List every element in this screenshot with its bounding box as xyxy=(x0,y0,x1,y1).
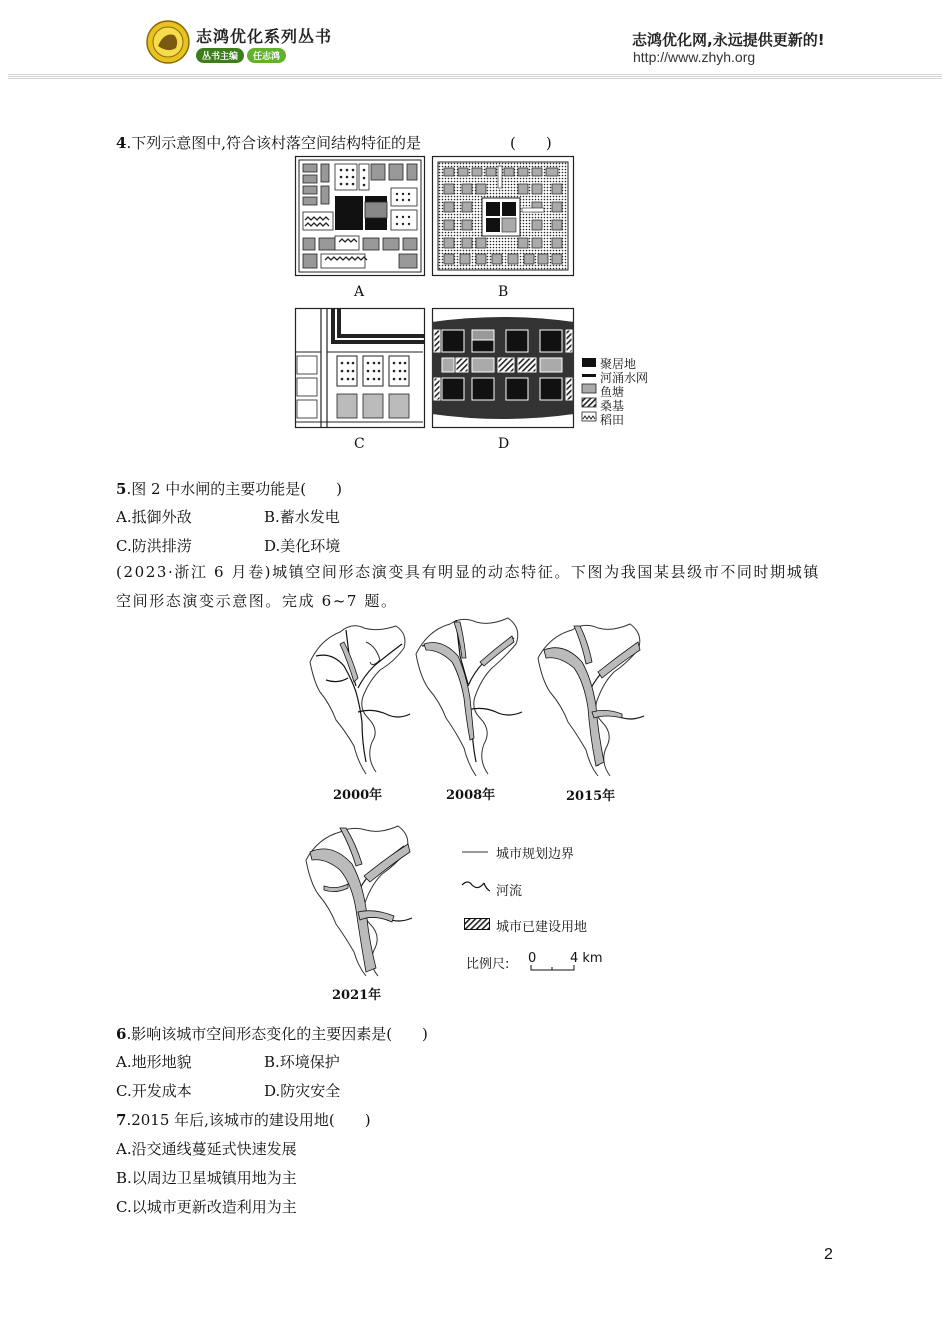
swatch-settlement xyxy=(582,358,596,367)
legend-builtup-icon xyxy=(464,918,490,930)
label-a: A xyxy=(354,284,365,300)
diagram-c xyxy=(295,308,425,428)
swatch-river-network xyxy=(582,374,596,377)
map-2000 xyxy=(306,622,410,778)
diagram-a xyxy=(295,156,425,276)
option-c: C.开发成本 xyxy=(116,1082,192,1100)
swatch-fishpond xyxy=(582,384,596,393)
scale-end: 4 km xyxy=(570,951,603,966)
option-c: C.防洪排涝 xyxy=(116,537,192,555)
option-a: A.沿交通线蔓延式快速发展 xyxy=(116,1140,297,1158)
scale-bar-icon xyxy=(530,964,576,972)
scale-start: 0 xyxy=(528,951,537,966)
year-2008: 2008年 xyxy=(446,788,496,803)
question-number: 7 xyxy=(116,1111,127,1129)
option-c: C.以城市更新改造利用为主 xyxy=(116,1198,297,1216)
legend-paddy: 稻田 xyxy=(600,413,625,427)
editor-label: 丛书主编 xyxy=(196,48,244,63)
legend-river: 河流 xyxy=(496,884,523,899)
label-d: D xyxy=(498,436,510,452)
year-2000: 2000年 xyxy=(333,788,383,803)
question-text: .影响该城市空间形态变化的主要因素是( ) xyxy=(126,1025,428,1043)
page-number: 2 xyxy=(824,1246,833,1263)
legend-river-icon xyxy=(462,879,492,893)
publisher-logo-icon xyxy=(146,20,190,64)
year-2021: 2021年 xyxy=(332,988,382,1003)
header-divider xyxy=(8,74,942,80)
question-text: .下列示意图中,符合该村落空间结构特征的是 xyxy=(126,134,421,152)
legend-boundary: 城市规划边界 xyxy=(496,847,575,862)
map-2008 xyxy=(414,614,524,778)
website-link[interactable]: http://www.zhyh.org xyxy=(633,49,756,65)
option-b: B.环境保护 xyxy=(264,1053,340,1071)
question-4 xyxy=(116,132,421,153)
legend-fishpond: 鱼塘 xyxy=(600,385,625,399)
label-b: B xyxy=(498,284,509,300)
map-2015 xyxy=(536,622,646,778)
option-b: B.蓄水发电 xyxy=(264,508,340,526)
question-text: .图 2 中水闸的主要功能是( ) xyxy=(126,480,342,498)
option-a: A.抵御外敌 xyxy=(116,508,192,526)
legend-builtup: 城市已建设用地 xyxy=(496,920,588,935)
diagram-b xyxy=(432,156,574,276)
series-title: 志鸿优化系列丛书 xyxy=(196,27,333,46)
option-a: A.地形地貌 xyxy=(116,1053,192,1071)
answer-blank: ( ) xyxy=(510,134,552,152)
option-b: B.以周边卫星城镇用地为主 xyxy=(116,1169,297,1187)
option-d: D.防灾安全 xyxy=(264,1082,341,1100)
map-2021 xyxy=(304,826,414,978)
label-c: C xyxy=(354,436,365,452)
year-2015: 2015年 xyxy=(566,789,616,804)
intro-paragraph: (2023·浙江 6 月卷)城镇空间形态演变具有明显的动态特征。下图为我国某县级市不同时期城镇空间形态演变示意图。完成 6~7 题。 xyxy=(116,563,820,610)
legend-river-network: 河涌水网 xyxy=(600,371,649,385)
scale-label: 比例尺: xyxy=(466,957,510,972)
question-number: 6 xyxy=(116,1025,127,1043)
option-d: D.美化环境 xyxy=(264,537,341,555)
legend-swatches xyxy=(581,356,597,424)
slogan: 志鸿优化网,永远提供更新的! xyxy=(632,31,825,49)
question-5 xyxy=(116,478,342,499)
legend-mulberry: 桑基 xyxy=(600,399,625,413)
diagram-d xyxy=(432,308,574,428)
legend-boundary-icon xyxy=(462,850,490,854)
question-7 xyxy=(116,1109,371,1130)
question-number: 4 xyxy=(116,134,127,152)
question-text: .2015 年后,该城市的建设用地( ) xyxy=(126,1111,371,1129)
question-number: 5 xyxy=(116,480,127,498)
legend-settlement: 聚居地 xyxy=(600,357,637,371)
swatch-mulberry xyxy=(582,398,596,407)
editor-name: 任志鸿 xyxy=(247,48,286,63)
question-6 xyxy=(116,1023,428,1044)
